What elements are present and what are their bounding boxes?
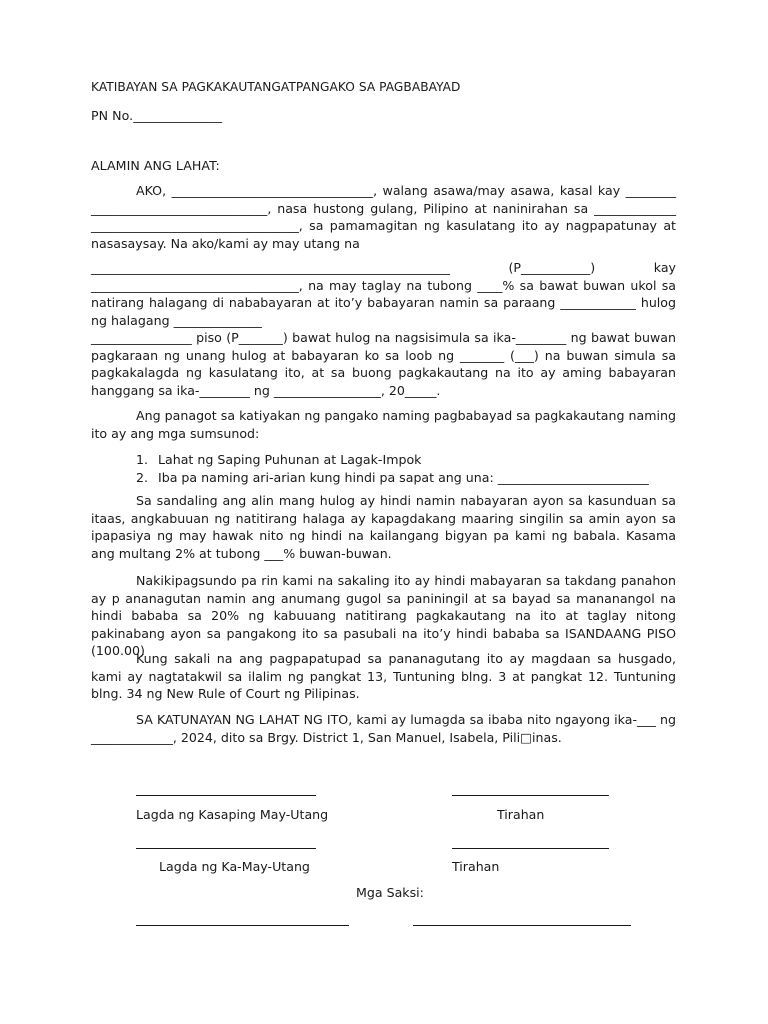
document-title: KATIBAYAN SA PAGKAKAUTANGATPANGAKO SA PAGBABAYAD <box>91 80 461 94</box>
co-debtor-signature-label: Lagda ng Ka-May-Utang <box>159 859 310 874</box>
list-item <box>136 469 649 487</box>
debtor-signature-label: Lagda ng Kasaping May-Utang <box>136 807 329 822</box>
list-item-number: 2. <box>136 470 149 485</box>
paragraph-3 <box>91 329 676 399</box>
paragraph-5 <box>91 492 676 562</box>
list-item-text: Iba pa naming ari-arian kung hindi pa sapat ang una: ________________________ <box>158 470 649 485</box>
paragraph-2 <box>91 259 676 329</box>
collateral-list <box>136 451 649 487</box>
witnesses-label: Mga Saksi: <box>356 885 424 900</box>
paragraph-7-text: Kung sakali na ang pagpapatupad sa pananagutang ito ay magdaan sa husgado, kami ay nagtatakwil sa ilalim ng pangkat 13, Tuntuning blng. 3 at pangkat 12. Tuntuning blng. 34 ng New Rule of Court ng Pilipinas. <box>91 651 676 702</box>
debtor-signature-line <box>136 795 316 796</box>
paragraph-8 <box>91 711 676 746</box>
co-debtor-address-line <box>452 848 609 849</box>
paragraph-2-text: _________________________________________________________ (P___________) kay _________________________________, na may taglay na tubong ____% sa bawat buwan ukol sa natirang halagang di nababayaran at ito’y babayaran namin sa paraang ____________ hulog ng halagang ______________ <box>91 260 676 328</box>
paragraph-1-text: AKO, ________________________________, walang asawa/may asawa, kasal kay ________ ____________________________, nasa hustong gulang, Pilipino at naninirahan sa _____________ _________________________________, sa pamamagitan ng kasulatang ito ay nagpapatunay at nasasaysay. Na ako/kami ay may utang na <box>91 183 676 251</box>
pn-number: PN No.______________ <box>91 108 223 123</box>
list-item-number: 1. <box>136 452 149 467</box>
co-debtor-signature-line <box>136 848 316 849</box>
paragraph-5-text: Sa sandaling ang alin mang hulog ay hindi namin nabayaran ayon sa kasunduan sa itaas, angkabuuan ng natitirang halaga ay kapagdakang maaring singilin sa amin ayon sa ipapasiya ng may hawak nito ng hindi na kailangang bigyan pa kami ng babala. Kasama ang multang 2% at tubong ___% buwan-buwan. <box>91 493 676 561</box>
paragraph-1 <box>91 182 676 252</box>
co-debtor-address-label: Tirahan <box>452 859 500 874</box>
paragraph-6-text: Nakikipagsundo pa rin kami na sakaling ito ay hindi mabayaran sa takdang panahon ay p ananagutan namin ang anumang gugol sa paniningil at sa bayad sa mananangol na hindi bababa sa 20% ng kabuuang natitirang pagkakautang na ito at taglay nitong pakinabang ayon sa pangakong ito sa pasubali na ito’y hindi bababa sa ISANDAANG PISO (100.00) <box>91 573 676 659</box>
paragraph-3-text: ________________ piso (P_______) bawat hulog na nagsisimula sa ika-________ ng bawat buwan pagkaraan ng unang hulog at babayaran ko sa loob ng _______ (___) na buwan simula sa pagkakalagda ng kasulatang ito, at sa buong pagkakautang na ito ay aming babayaran hanggang sa ika-________ ng _________________, 20_____. <box>91 330 676 398</box>
paragraph-6 <box>91 572 676 660</box>
paragraph-4 <box>91 407 676 442</box>
paragraph-8-text: SA KATUNAYAN NG LAHAT NG ITO, kami ay lumagda sa ibaba nito ngayong ika-___ ng _____________, 2024, dito sa Brgy. District 1, San Manuel, Isabela, Pili□inas. <box>91 712 676 745</box>
paragraph-7 <box>91 650 676 703</box>
paragraph-4-text: Ang panagot sa katiyakan ng pangako naming pagbabayad sa pagkakautang naming ito ay ang mga sumsunod: <box>91 408 676 441</box>
debtor-address-label: Tirahan <box>497 807 545 822</box>
list-item <box>136 451 649 469</box>
debtor-address-line <box>452 795 609 796</box>
witness-2-signature-line <box>413 925 631 926</box>
document-heading: ALAMIN ANG LAHAT: <box>91 158 220 173</box>
list-item-text: Lahat ng Saping Puhunan at Lagak-Impok <box>158 452 422 467</box>
witness-1-signature-line <box>136 925 349 926</box>
